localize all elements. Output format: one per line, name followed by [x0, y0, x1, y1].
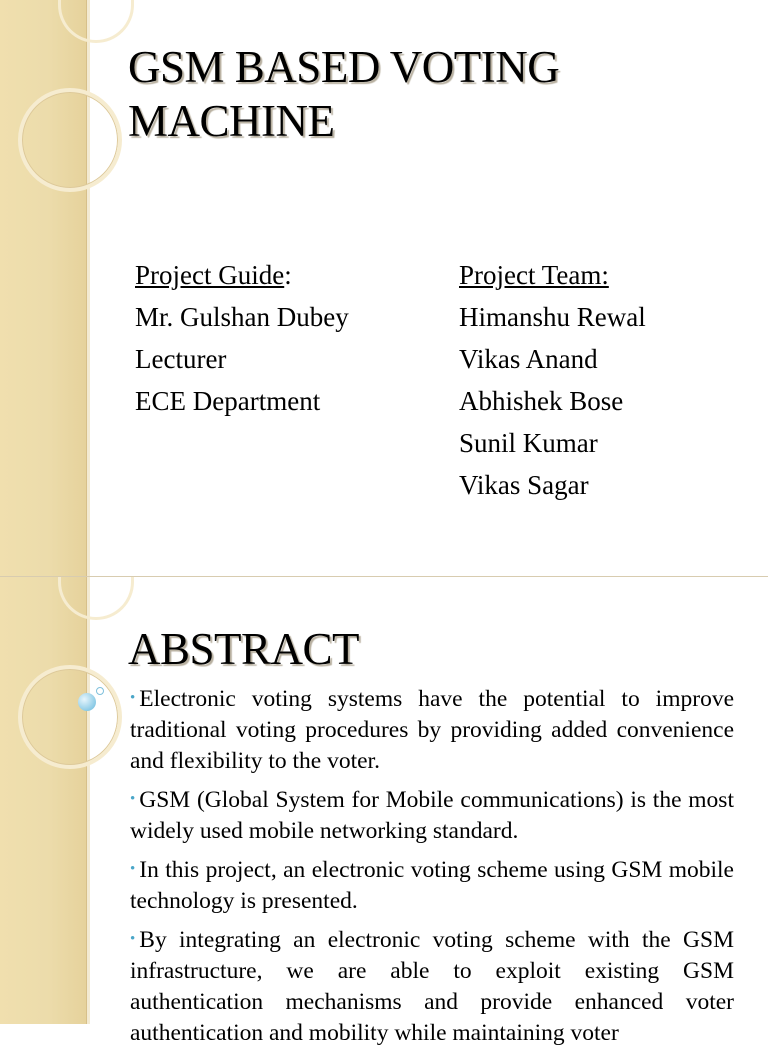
abstract-slide [0, 577, 768, 1046]
slide-title: ABSTRACT [128, 624, 360, 674]
bullet-dot-icon: • [130, 861, 136, 877]
decorative-ring [18, 88, 122, 192]
slide-title: GSM BASED VOTING MACHINE [128, 42, 560, 146]
team-member: Vikas Sagar [459, 470, 589, 500]
project-team-block [459, 254, 646, 506]
guide-designation: Lecturer [135, 344, 227, 374]
bullet-item: • In this project, an electronic voting scheme using GSM mobile technology is presented. [130, 857, 734, 914]
bullet-item: • Electronic voting systems have the potential to improve traditional voting procedures by providing added convenience and flexibility to the voter. [130, 686, 734, 774]
decorative-bubble [78, 693, 96, 711]
team-member: Sunil Kumar [459, 428, 598, 458]
bullet-dot-icon: • [130, 690, 136, 706]
project-team-heading: Project Team: [459, 260, 609, 290]
bullet-item: • GSM (Global System for Mobile communications) is the most widely used mobile networking standard. [130, 787, 734, 844]
decorative-bubble-small [96, 687, 104, 695]
decorative-side-band [0, 577, 87, 1024]
bullet-dot-icon: • [130, 791, 136, 807]
project-guide-heading: Project Guide: [135, 260, 292, 290]
bullet-item: • By integrating an electronic voting scheme with the GSM infrastructure, we are able to exploit existing GSM authentication mechanisms and provide enhanced voter authentication and mobility while maintaining voter [130, 927, 734, 1046]
decorative-side-band [0, 0, 87, 576]
guide-department: ECE Department [135, 386, 321, 416]
bullet-dot-icon: • [130, 931, 136, 947]
team-member: Vikas Anand [459, 344, 598, 374]
project-guide-block [135, 254, 349, 422]
guide-name: Mr. Gulshan Dubey [135, 302, 349, 332]
decorative-ring [18, 665, 122, 769]
team-member: Himanshu Rewal [459, 302, 646, 332]
team-member: Abhishek Bose [459, 386, 624, 416]
abstract-bullet-list [130, 683, 734, 1056]
